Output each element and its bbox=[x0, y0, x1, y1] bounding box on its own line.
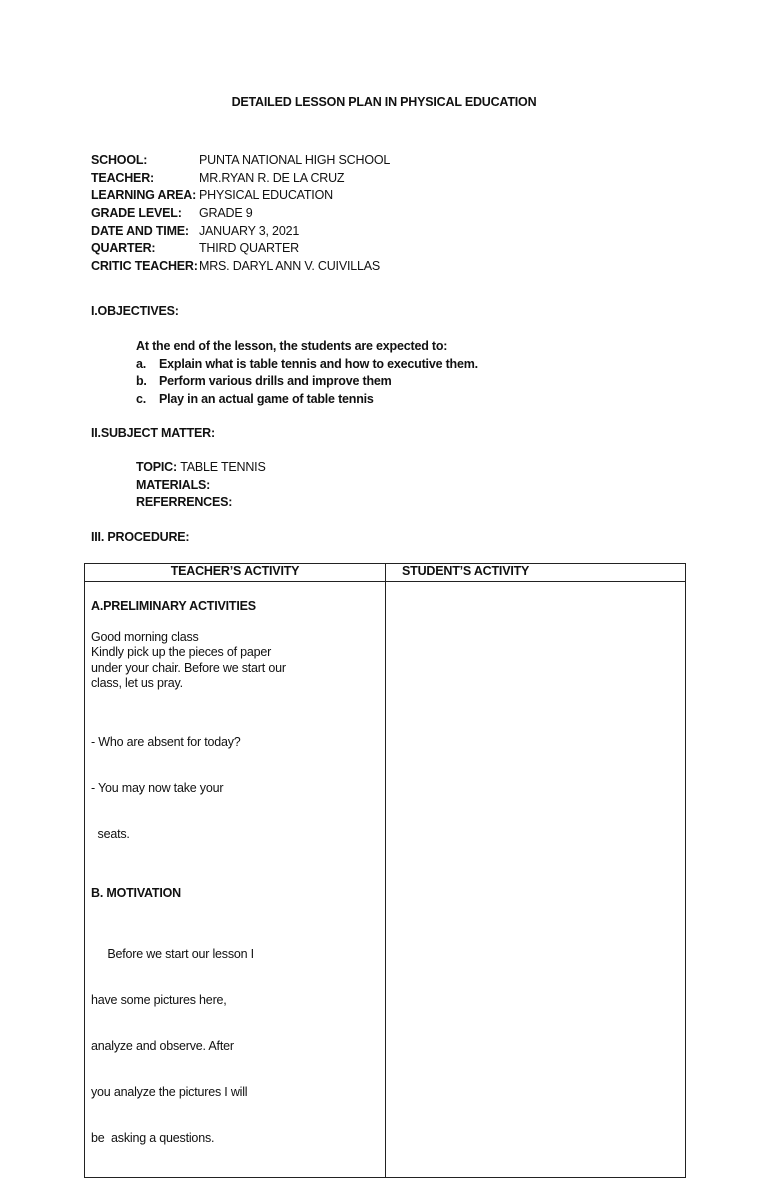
objective-item bbox=[136, 391, 478, 409]
attendance-text bbox=[91, 704, 385, 872]
objective-text: Perform various drills and improve them bbox=[159, 374, 392, 388]
info-label: LEARNING AREA: bbox=[91, 188, 197, 203]
text-line: Good morning class bbox=[91, 630, 199, 644]
text-line: you analyze the pictures I will bbox=[91, 1084, 248, 1099]
info-label: QUARTER: bbox=[91, 241, 156, 256]
objective-letter: a. bbox=[136, 356, 147, 371]
info-label: TEACHER: bbox=[91, 170, 154, 185]
text-line: analyze and observe. After bbox=[91, 1038, 234, 1053]
info-row-school bbox=[91, 152, 390, 170]
motivation-text bbox=[91, 916, 385, 1176]
student-activity-cell bbox=[386, 582, 686, 1178]
subject-matter-block bbox=[136, 459, 266, 512]
materials-label: MATERIALS: bbox=[136, 477, 211, 492]
info-value: MR.RYAN R. DE LA CRUZ bbox=[199, 170, 345, 185]
preliminary-text bbox=[91, 630, 385, 691]
objective-letter: b. bbox=[136, 374, 147, 388]
topic-label: TOPIC: bbox=[136, 460, 177, 474]
text-line: be asking a questions. bbox=[91, 1130, 215, 1145]
text-line: class, let us pray. bbox=[91, 675, 183, 690]
info-block bbox=[91, 152, 390, 276]
text-line: seats. bbox=[91, 826, 130, 841]
info-value: PHYSICAL EDUCATION bbox=[199, 188, 333, 203]
text-line: Kindly pick up the pieces of paper bbox=[91, 645, 272, 660]
motivation-heading: B. MOTIVATION bbox=[91, 886, 181, 901]
teacher-activity-header: TEACHER’S ACTIVITY bbox=[85, 564, 386, 582]
objective-text: Play in an actual game of table tennis bbox=[159, 391, 374, 406]
teacher-activity-cell bbox=[85, 582, 386, 1178]
info-label: SCHOOL: bbox=[91, 153, 148, 167]
info-value: THIRD QUARTER bbox=[199, 241, 299, 256]
procedure-heading: III. PROCEDURE: bbox=[91, 530, 190, 544]
info-label: CRITIC TEACHER: bbox=[91, 259, 198, 274]
text-line: Before we start our lesson I bbox=[91, 947, 254, 962]
info-value: MRS. DARYL ANN V. CUIVILLAS bbox=[199, 259, 381, 274]
text-line: have some pictures here, bbox=[91, 992, 227, 1007]
objective-text: Explain what is table tennis and how to executive them. bbox=[159, 356, 478, 371]
text-line: - Who are absent for today? bbox=[91, 734, 241, 749]
info-row-learning-area bbox=[91, 187, 390, 205]
topic-value: TABLE TENNIS bbox=[180, 460, 266, 474]
info-label: DATE AND TIME: bbox=[91, 223, 189, 238]
objectives-heading: I.OBJECTIVES: bbox=[91, 304, 179, 318]
info-row-quarter bbox=[91, 240, 390, 258]
objectives-list bbox=[136, 338, 478, 408]
objectives-intro: At the end of the lesson, the students are expected to: bbox=[136, 339, 448, 353]
procedure-header-row bbox=[85, 564, 686, 582]
info-row-teacher bbox=[91, 170, 390, 188]
info-value: JANUARY 3, 2021 bbox=[199, 223, 300, 238]
info-row-grade-level bbox=[91, 205, 390, 223]
text-line: - You may now take your bbox=[91, 780, 224, 795]
info-value: PUNTA NATIONAL HIGH SCHOOL bbox=[199, 153, 391, 167]
subject-matter-heading: II.SUBJECT MATTER: bbox=[91, 426, 215, 440]
student-activity-header: STUDENT’S ACTIVITY bbox=[386, 564, 686, 582]
objective-letter: c. bbox=[136, 391, 147, 406]
info-row-critic-teacher bbox=[91, 258, 390, 276]
objective-item bbox=[136, 356, 478, 374]
info-value: GRADE 9 bbox=[199, 206, 253, 221]
info-row-date-time bbox=[91, 223, 390, 241]
info-label: GRADE LEVEL: bbox=[91, 206, 182, 221]
preliminary-heading: A.PRELIMINARY ACTIVITIES bbox=[91, 599, 256, 613]
references-label: REFERRENCES: bbox=[136, 495, 233, 509]
objective-item bbox=[136, 373, 478, 391]
procedure-body-row bbox=[85, 582, 686, 1178]
document-title: DETAILED LESSON PLAN IN PHYSICAL EDUCATION bbox=[231, 95, 537, 109]
topic-row bbox=[136, 459, 266, 477]
procedure-table bbox=[84, 563, 686, 1178]
text-line: under your chair. Before we start our bbox=[91, 660, 286, 675]
